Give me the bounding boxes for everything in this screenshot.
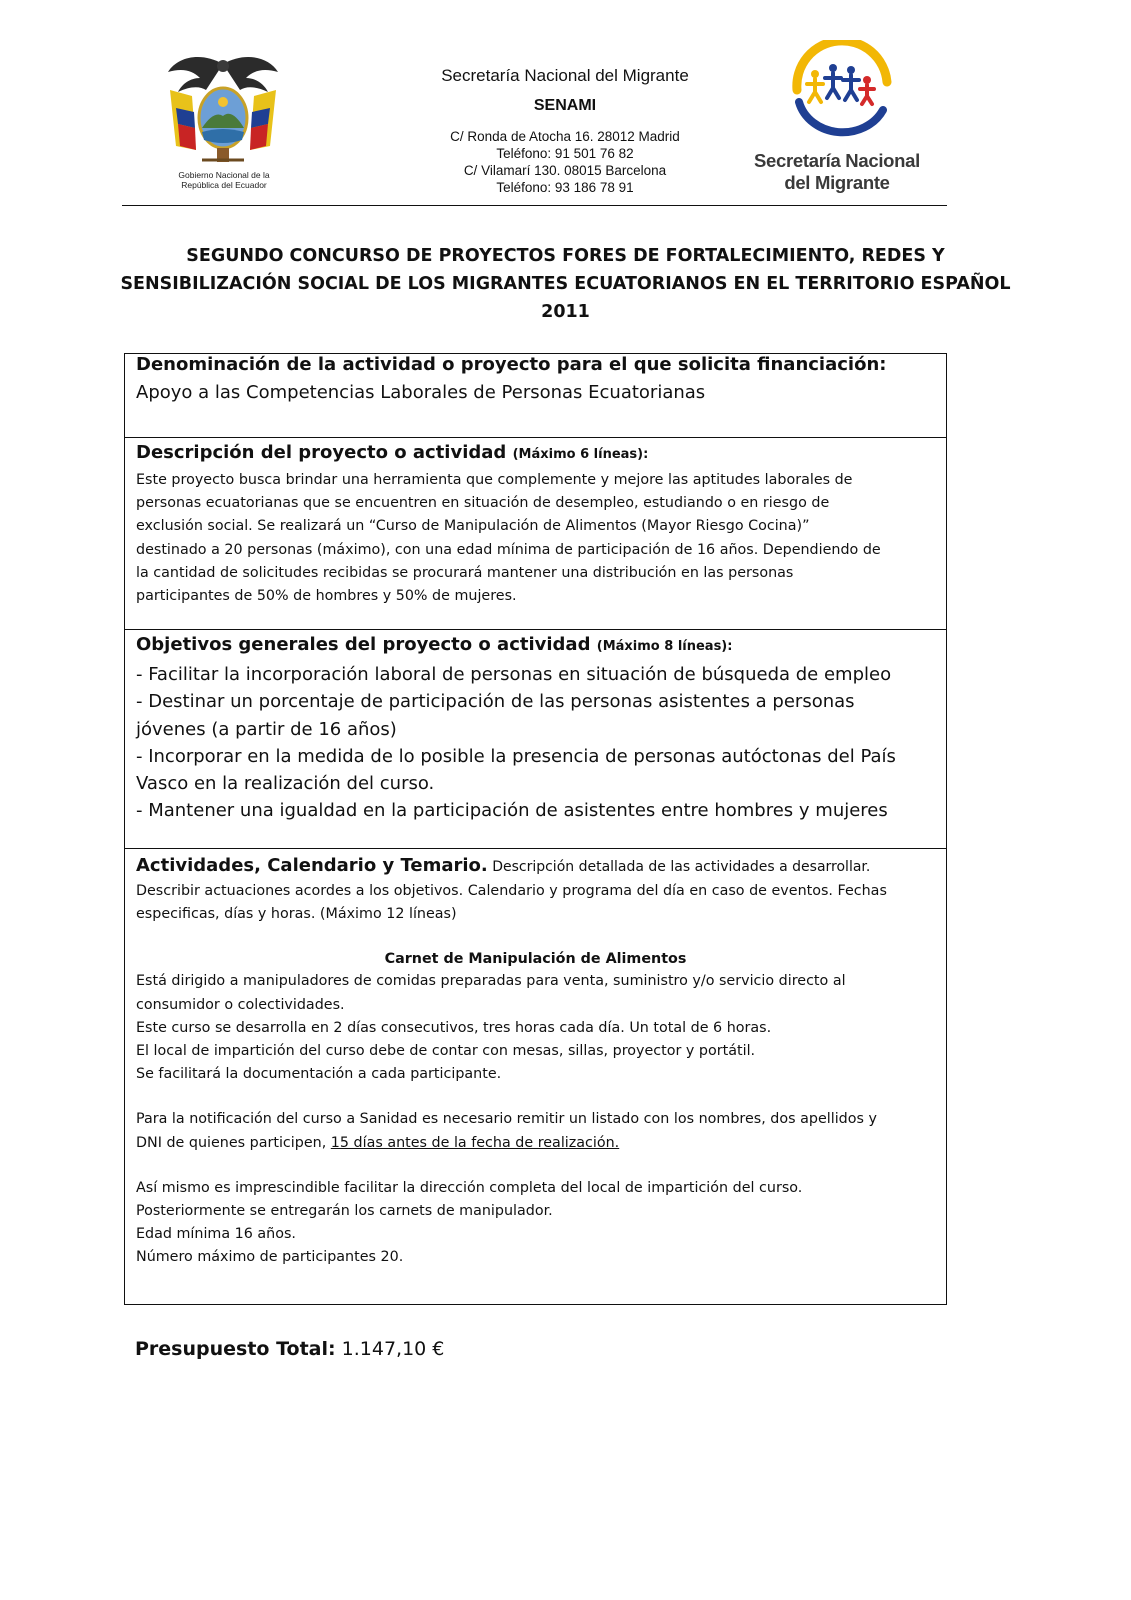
body-line: Para la notificación del curso a Sanidad es necesario remitir un listado con los nombres, dos apellidos y [136,1111,877,1128]
course-paragraph-1 [136,970,935,1086]
objective-line: Vasco en la realización del curso. [136,773,435,795]
shield-caption-line-2: República del Ecuador [181,180,267,190]
section-activities [125,852,946,1270]
body-line: consumidor o colectividades. [136,996,345,1013]
project-form-box [124,353,947,1305]
objective-line: - Facilitar la incorporación laboral de personas en situación de búsqueda de empleo [136,664,892,685]
body-line: Así mismo es imprescindible facilitar la dirección completa del local de impartición del curso. [136,1179,803,1196]
header-contact-block [400,64,730,196]
title-line: 2011 [541,302,590,322]
objective-line: - Destinar un porcentaje de participación de las personas asistentes a personas [136,691,855,713]
body-line [136,1132,935,1155]
body-line: Edad mínima 16 años. [136,1226,296,1243]
section-project-name [125,351,946,407]
heading-text: Descripción del proyecto o actividad [136,442,507,463]
address-line: C/ Ronda de Atocha 16. 28012 Madrid [450,129,680,144]
shield-caption-line-1: Gobierno Nacional de la [178,170,270,180]
org-acronym: SENAMI [533,97,597,114]
project-name-value: Apoyo a las Competencias Laborales de Personas Ecuatorianas [136,382,706,403]
total-budget [135,1335,444,1363]
body-line: Este proyecto busca brindar una herramienta que complemente y mejore las aptitudes laborales de [136,472,853,488]
section-heading [136,439,935,469]
heading-text: Objetivos generales del proyecto o actividad [136,634,591,655]
section-objectives [125,631,946,825]
section-heading: Actividades, Calendario y Temario. [136,855,488,876]
logo-text-line-2: del Migrante [784,172,890,193]
address-line: C/ Vilamarí 130. 08015 Barcelona [463,163,667,178]
body-line: Describir actuaciones acordes a los objetivos. Calendario y programa del día en caso de eventos. Fechas [136,883,887,899]
ecuador-coat-of-arms-icon [162,50,284,168]
logo-text-line-1: Secretaría Nacional [753,150,921,171]
body-line: Posteriormente se entregarán los carnets de manipulador. [136,1203,553,1220]
body-line: exclusión social. Se realizará un “Curso de Manipulación de Alimentos (Mayor Riesgo Cocina)” [136,518,810,535]
course-subtitle: Carnet de Manipulación de Alimentos [384,951,687,968]
body-line: Se facilitará la documentación a cada participante. [136,1066,502,1083]
activities-intro [136,852,935,880]
course-paragraph-3 [136,1177,935,1270]
body-line: la cantidad de solicitudes recibidas se procurará mantener una distribución en las personas [136,564,794,581]
objectives-body [136,661,935,825]
section-divider [125,629,946,630]
heading-note: (Máximo 8 líneas): [596,639,733,654]
deadline-underlined-text: 15 días antes de la fecha de realización. [330,1134,620,1151]
title-line: SEGUNDO CONCURSO DE PROYECTOS FORES DE FORTALECIMIENTO, REDES Y [186,246,945,266]
body-line: Está dirigido a manipuladores de comidas preparadas para venta, suministro y/o servicio directo al [136,973,846,990]
course-paragraph-2 [136,1108,935,1154]
section-heading [136,631,935,661]
activities-intro-lines [136,880,935,926]
section-divider [125,848,946,849]
body-line: Este curso se desarrolla en 2 días consecutivos, tres horas cada día. Un total de 6 horas. [136,1019,772,1036]
address-line: Teléfono: 91 501 76 82 [496,146,634,161]
objective-line: jóvenes (a partir de 16 años) [136,718,397,740]
senami-logo-icon [783,40,901,140]
body-line: participantes de 50% de hombres y 50% de mujeres. [136,588,517,605]
body-line: El local de impartición del curso debe de contar con mesas, sillas, proyector y portátil. [136,1043,756,1060]
heading-inline-note: Descripción detallada de las actividades a desarrollar. [492,859,871,875]
description-body [136,469,935,608]
body-line: destinado a 20 personas (máximo), con una edad mínima de participación de 16 años. Dependiendo de [136,541,881,558]
logo-wordmark [752,150,922,194]
org-name: Secretaría Nacional del Migrante [441,66,689,85]
objective-line: - Mantener una igualdad en la participación de asistentes entre hombres y mujeres [136,800,888,822]
objective-line: - Incorporar en la medida de lo posible la presencia de personas autóctonas del País [136,745,896,767]
body-line: especificas, días y horas. (Máximo 12 líneas) [136,906,457,923]
section-description [125,439,946,608]
budget-label: Presupuesto Total: [135,1338,336,1360]
address-block [400,128,730,196]
header-divider [122,205,947,206]
shield-caption [162,170,286,190]
address-line: Teléfono: 93 186 78 91 [496,180,634,195]
section-heading: Denominación de la actividad o proyecto para el que solicita financiación: [136,354,887,375]
document-title [120,242,1011,326]
title-line: SENSIBILIZACIÓN SOCIAL DE LOS MIGRANTES ECUATORIANOS EN EL TERRITORIO ESPAÑOL [120,274,1011,294]
section-divider [125,437,946,438]
budget-value: 1.147,10 € [341,1338,445,1360]
body-line-text: DNI de quienes participen, [136,1134,331,1151]
body-line: Número máximo de participantes 20. [136,1249,404,1266]
heading-note: (Máximo 6 líneas): [512,447,649,462]
body-line: personas ecuatorianas que se encuentren en situación de desempleo, estudiando o en riesgo de [136,495,830,512]
